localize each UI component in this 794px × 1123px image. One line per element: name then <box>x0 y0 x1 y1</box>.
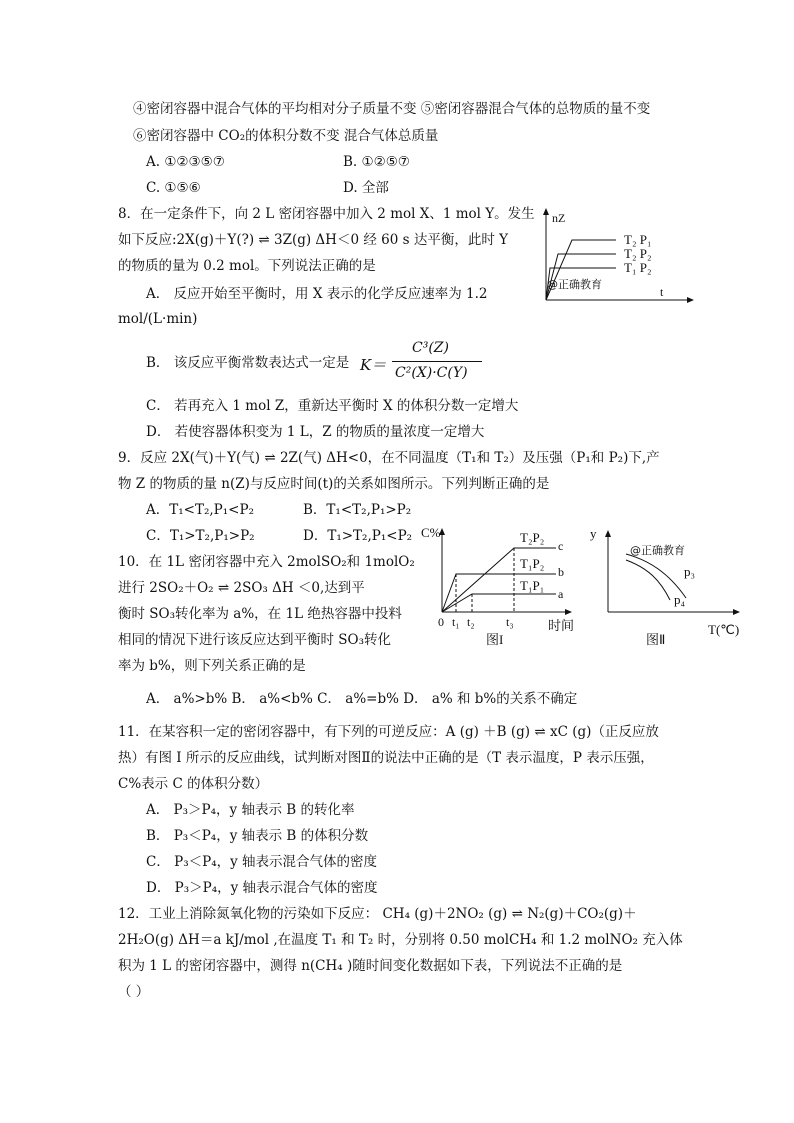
option-8c: C． 若再充入 1 mol Z，重新达平衡时 X 的体积分数一定增大 <box>146 398 519 414</box>
option-8a: mol/(L·min) <box>118 311 198 327</box>
watermark: @正确教育 <box>547 278 602 291</box>
option-9d: D．T₁>T₂,P₁<P₂ <box>303 528 413 544</box>
figure-i-c-percent-vs-time <box>418 520 583 650</box>
option-11b: B． P₃＜P₄，y 轴表示 B 的体积分数 <box>146 828 369 844</box>
x-axis-arrow <box>565 609 572 615</box>
y-axis-arrow <box>543 208 549 215</box>
curve-label: T₂ P₂ <box>624 246 652 261</box>
curve-tag: a <box>558 587 564 601</box>
question-11-stem: 11．在某容积一定的密闭容器中，有下列的可逆反应：A (g) ＋B (g) ⇌ xC (g)（正反应放 <box>118 724 659 740</box>
figure-caption: 图Ⅱ <box>646 632 666 647</box>
y-axis-label: y <box>590 526 597 541</box>
tick-t3: t₃ <box>506 615 514 629</box>
curve-label: T₁ P₂ <box>624 260 652 275</box>
question-9-stem: 物 Z 的物质的量 n(Z)与反应时间(t)的关系如图所示。下列判断正确的是 <box>118 476 550 492</box>
figure-ii-y-vs-temperature <box>586 520 756 650</box>
watermark: @正确教育 <box>630 544 685 557</box>
options-10: A． a%>b% B． a%<b% C． a%=b% D． a% 和 b%的关系不确定 <box>146 691 578 707</box>
option-11a: A． P₃＞P₄，y 轴表示 B 的转化率 <box>146 802 355 818</box>
text-line: ⑥密闭容器中 CO₂的体积分数不变 混合气体总质量 <box>133 128 439 144</box>
tick-t1: t₁ <box>452 615 460 629</box>
curve-p4 <box>626 560 670 600</box>
origin-label: 0 <box>438 615 444 629</box>
question-10-stem: 相同的情况下进行该反应达到平衡时 SO₃转化 <box>118 632 392 648</box>
curve-label: T₁P₂ <box>520 556 545 571</box>
option-7d: D. 全部 <box>343 180 389 196</box>
option-8d: D． 若使容器体积变为 1 L，Z 的物质的量浓度一定增大 <box>146 424 485 440</box>
curve-label: T₂P₂ <box>520 530 545 545</box>
question-10-stem: 衡时 SO₃转化率为 a%，在 1L 绝热容器中投料 <box>118 606 402 622</box>
x-axis-arrow <box>733 609 740 615</box>
question-12-blank: （ ） <box>118 984 150 1000</box>
x-axis-label: T(℃) <box>708 622 740 637</box>
question-10-stem: 10．在 1L 密闭容器中充入 2molSO₂和 1molO₂ <box>118 554 415 570</box>
curve-label: p₄ <box>674 592 686 607</box>
x-axis-arrow <box>687 297 694 303</box>
option-7b: B. ①②⑤⑦ <box>343 154 410 170</box>
option-7a: A. ①②③⑤⑦ <box>146 154 225 170</box>
text-line: ④密闭容器中混合气体的平均相对分子质量不变 ⑤密闭容器混合气体的总物质的量不变 <box>133 101 651 117</box>
option-11d: D． P₃＞P₄，y 轴表示混合气体的密度 <box>146 880 378 896</box>
option-8a: A． 反应开始至平衡时，用 X 表示的化学反应速率为 1.2 <box>146 286 488 302</box>
curve-t2-p1 <box>546 240 616 300</box>
question-12-stem: 积为 1 L 的密闭容器中，测得 n(CH₄ )随时间变化数据如下表，下列说法不正确的是 <box>118 958 623 974</box>
question-12-stem: 2H₂O(g) ΔH＝a kJ/mol ,在温度 T₁ 和 T₂ 时，分别将 0.50 molCH₄ 和 1.2 molNO₂ 充入体 <box>118 932 683 948</box>
curve-label: T₂ P₁ <box>624 232 652 247</box>
option-9c: C．T₁>T₂,P₁>P₂ <box>146 528 255 544</box>
question-8-stem: 8．在一定条件下，向 2 L 密闭容器中加入 2 mol X、1 mol Y。发生 <box>118 206 535 222</box>
curve-label: T₁P₁ <box>520 578 545 593</box>
figure-q8-nz-vs-t <box>538 202 698 310</box>
y-axis-arrow <box>605 530 611 537</box>
question-11-stem: C%表示 C 的体积分数） <box>118 776 269 792</box>
question-10-stem: 率为 b%，则下列关系正确的是 <box>118 658 306 674</box>
option-7c: C. ①⑤⑥ <box>146 180 201 196</box>
option-9b: B．T₁<T₂,P₁>P₂ <box>303 502 412 518</box>
curve-tag: b <box>558 565 564 579</box>
question-9-stem: 9．反应 2X(气)＋Y(气) ⇌ 2Z(气) ΔH<0，在不同温度（T₁和 T₂）及压强（P₁和 P₂)下,产 <box>118 450 660 466</box>
curve-tag: c <box>558 539 564 553</box>
question-11-stem: 热）有图 I 所示的反应曲线，试判断对图Ⅱ的说法中正确的是（T 表示温度，P 表示压强， <box>118 750 654 766</box>
option-9a: A．T₁<T₂,P₁<P₂ <box>146 502 254 518</box>
question-8-stem: 如下反应:2X(g)＋Y(?) ⇌ 3Z(g) ΔH＜0 经 60 s 达平衡，此时 Y <box>118 232 509 248</box>
question-12-stem: 12．工业上消除氮氧化物的污染如下反应： CH₄ (g)＋2NO₂ (g) ⇌ N₂(g)＋CO₂(g)＋ <box>118 906 637 922</box>
question-8-stem: 的物质的量为 0.2 mol。下列说法正确的是 <box>118 258 376 274</box>
question-10-stem: 进行 2SO₂＋O₂ ⇌ 2SO₃ ΔH ＜0,达到平 <box>118 580 365 596</box>
y-axis-label: C% <box>421 525 441 540</box>
y-axis-label: nZ <box>552 211 566 225</box>
option-11c: C． P₃＜P₄，y 轴表示混合气体的密度 <box>146 854 378 870</box>
tick-t2: t₂ <box>467 615 475 629</box>
x-axis-label: t <box>660 285 664 299</box>
figure-caption: 图I <box>486 632 504 647</box>
option-8b: B． 该反应平衡常数表达式一定是 <box>146 355 350 371</box>
x-axis-label: 时间 <box>548 618 575 633</box>
curve-label: p₃ <box>684 564 696 579</box>
